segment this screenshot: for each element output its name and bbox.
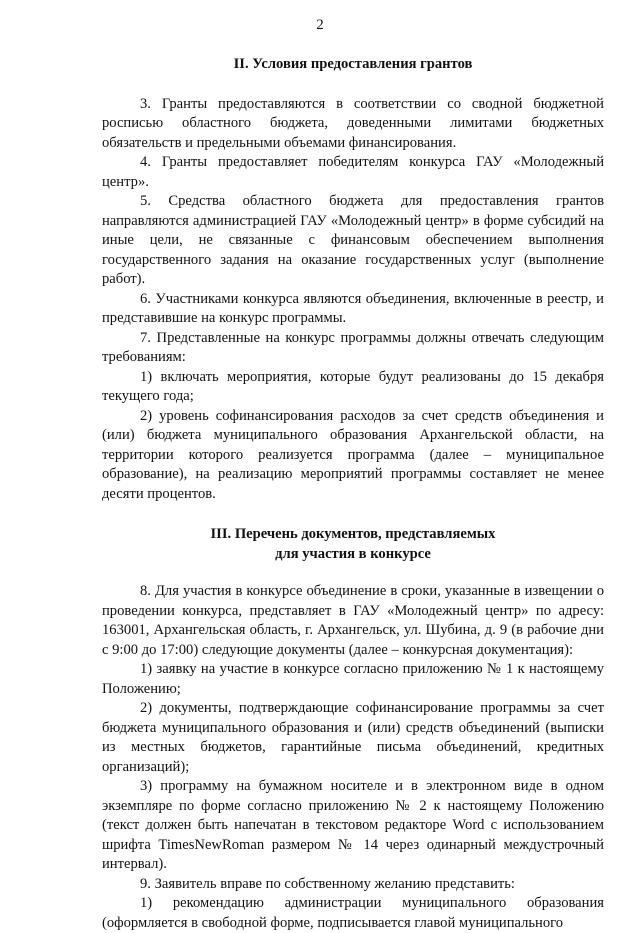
- page-number: 2: [316, 17, 324, 33]
- section-2-heading: II. Условия предоставления грантов: [233, 56, 473, 72]
- paragraph-8-item-2: 2) документы, подтверждающие софинансирование программы за счет бюджета муниципального образования и (или) средств объединений (выписки из местных бюджетов, гарантийные письма объединений, кредитных организаций);: [102, 700, 604, 775]
- section-3-heading-line-2: для участия в конкурсе: [275, 545, 431, 562]
- paragraph-5: 5. Средства областного бюджета для предоставления грантов направляются администрацией ГАУ «Молодежный центр» в форме субсидий на иные цели, не связанные с финансовым обеспечением выполнения государственного задания на оказание государственных услуг (выполнение работ).: [102, 193, 604, 287]
- paragraph-9: 9. Заявитель вправе по собственному желанию представить:: [140, 875, 515, 892]
- section-3-heading-line-1: III. Перечень документов, представляемых: [210, 526, 496, 542]
- paragraph-7: 7. Представленные на конкурс программы должны отвечать следующим требованиям:: [102, 329, 604, 365]
- paragraph-7-item-1: 1) включать мероприятия, которые будут реализованы до 15 декабря текущего года;: [102, 368, 604, 404]
- paragraph-6: 6. Участниками конкурса являются объединения, включенные в реестр, и представившие на конкурс программы.: [102, 290, 604, 326]
- paragraph-4: 4. Гранты предоставляет победителям конкурса ГАУ «Молодежный центр».: [102, 154, 604, 190]
- paragraph-7-item-2: 2) уровень софинансирования расходов за счет средств объединения и (или) бюджета муниципального образования Архангельской области, на территории которого реализуется программа (далее – муниципальное образование), на реализацию мероприятий программы составляет не менее десяти процентов.: [102, 407, 604, 502]
- paragraph-8-item-1: 1) заявку на участие в конкурсе согласно приложению № 1 к настоящему Положению;: [102, 661, 604, 697]
- section-3-heading: [102, 525, 604, 564]
- document-body: [102, 55, 604, 933]
- paragraph-8: 8. Для участия в конкурсе объединение в сроки, указанные в извещении о проведении конкурса, представляет в ГАУ «Молодежный центр» по адресу: 163001, Архангельская область, г. Архангельск, ул. Шубина, д. 9 (в рабочие дни с 9:00 до 17:00) следующие документы (далее – конкурсная документация):: [102, 583, 604, 658]
- paragraph-8-item-3: 3) программу на бумажном носителе и в электронном виде в одном экземпляре по форме согласно приложению № 2 к настоящему Положению (текст должен быть напечатан в текстовом редакторе Word с использованием шрифта TimesNewRoman размером № 14 через одинарный междустрочный интервал).: [102, 778, 604, 872]
- paragraph-9-item-1: 1) рекомендацию администрации муниципального образования (оформляется в свободной форме, подписывается главой муниципального: [102, 895, 604, 931]
- paragraph-3: 3. Гранты предоставляются в соответствии со сводной бюджетной росписью областного бюджета, доведенными лимитами бюджетных обязательств и предельными объемами финансирования.: [102, 95, 604, 151]
